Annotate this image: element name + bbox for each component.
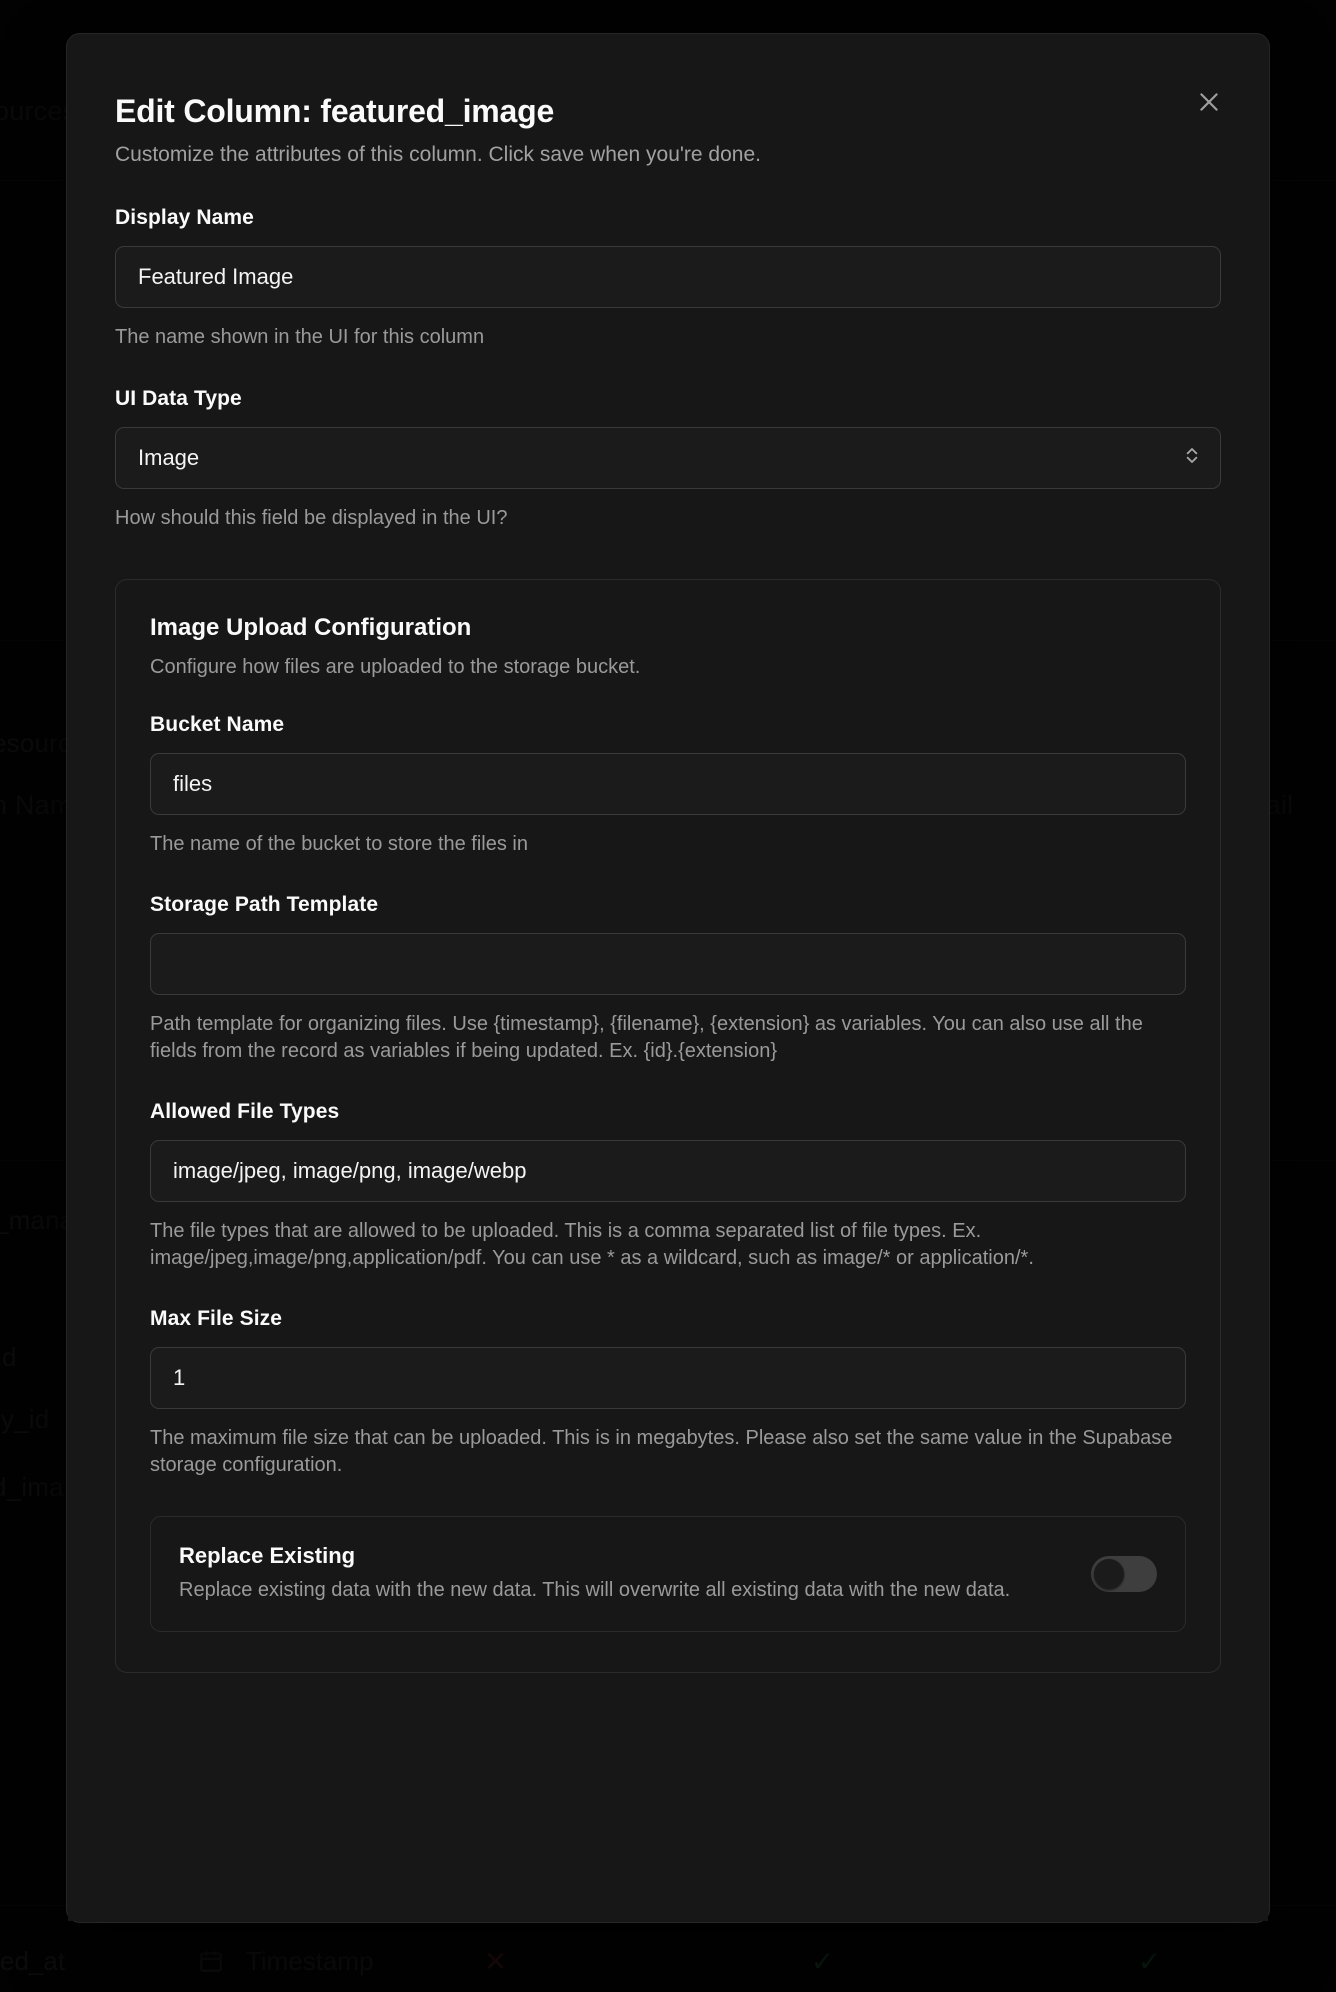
max-file-size-input[interactable] [150,1347,1186,1409]
image-upload-configuration-card [115,579,1221,1673]
storage-path-template-input[interactable] [150,933,1186,995]
toggle-knob [1094,1559,1124,1589]
storage-path-template-label: Storage Path Template [150,892,379,916]
ui-data-type-select[interactable] [115,427,1221,489]
display-name-input[interactable] [115,246,1221,308]
page-title: Edit Column: featured_image [115,93,555,129]
close-icon[interactable] [1189,82,1229,122]
dialog-description: Customize the attributes of this column. Click save when you're done. [115,143,761,167]
display-name-label: Display Name [115,205,254,229]
replace-existing-title: Replace Existing [179,1543,356,1569]
max-file-size-help: The maximum file size that can be uploaded. This is in megabytes. Please also set the same value in the Supabase storage configuration. [150,1426,1173,1477]
ui-data-type-field-group [115,387,1221,533]
edit-column-dialog [66,33,1270,1923]
ui-data-type-help: How should this field be displayed in the UI? [115,507,508,530]
max-file-size-field-group [150,1307,1186,1480]
bucket-name-label: Bucket Name [150,712,285,736]
allowed-file-types-input[interactable] [150,1140,1186,1202]
display-name-field-group [115,206,1221,352]
scroll-spacer [115,1673,1221,1733]
allowed-file-types-label: Allowed File Types [150,1099,340,1123]
allowed-file-types-help: The file types that are allowed to be uploaded. This is a comma separated list of file types. Ex. image/jpeg,image/png,application/pdf. You can use * as a wildcard, such as image/* or application/*. [150,1219,1034,1270]
allowed-file-types-field-group [150,1100,1186,1273]
ui-data-type-label: UI Data Type [115,387,242,411]
config-card-subtitle: Configure how files are uploaded to the storage bucket. [150,655,641,678]
replace-existing-texts [179,1543,1071,1605]
bucket-name-field-group [150,713,1186,859]
replace-existing-description: Replace existing data with the new data. This will overwrite all existing data with the new data. [179,1579,1011,1602]
replace-existing-card [150,1516,1186,1632]
ui-data-type-select-wrapper [115,427,1221,489]
config-card-title: Image Upload Configuration [150,613,472,641]
storage-path-template-help: Path template for organizing files. Use {timestamp}, {filename}, {extension} as variables. You can also use all the fields from the record as variables if being updated. Ex. {id}.{extension} [150,1012,1143,1063]
dialog-scroll-area[interactable] [67,34,1269,1922]
max-file-size-label: Max File Size [150,1306,283,1330]
bucket-name-input[interactable] [150,753,1186,815]
replace-existing-toggle[interactable] [1091,1556,1157,1592]
storage-path-template-field-group [150,893,1186,1066]
display-name-help: The name shown in the UI for this column [115,325,485,348]
ui-data-type-value: Image [138,445,200,471]
bucket-name-help: The name of the bucket to store the files in [150,832,528,855]
